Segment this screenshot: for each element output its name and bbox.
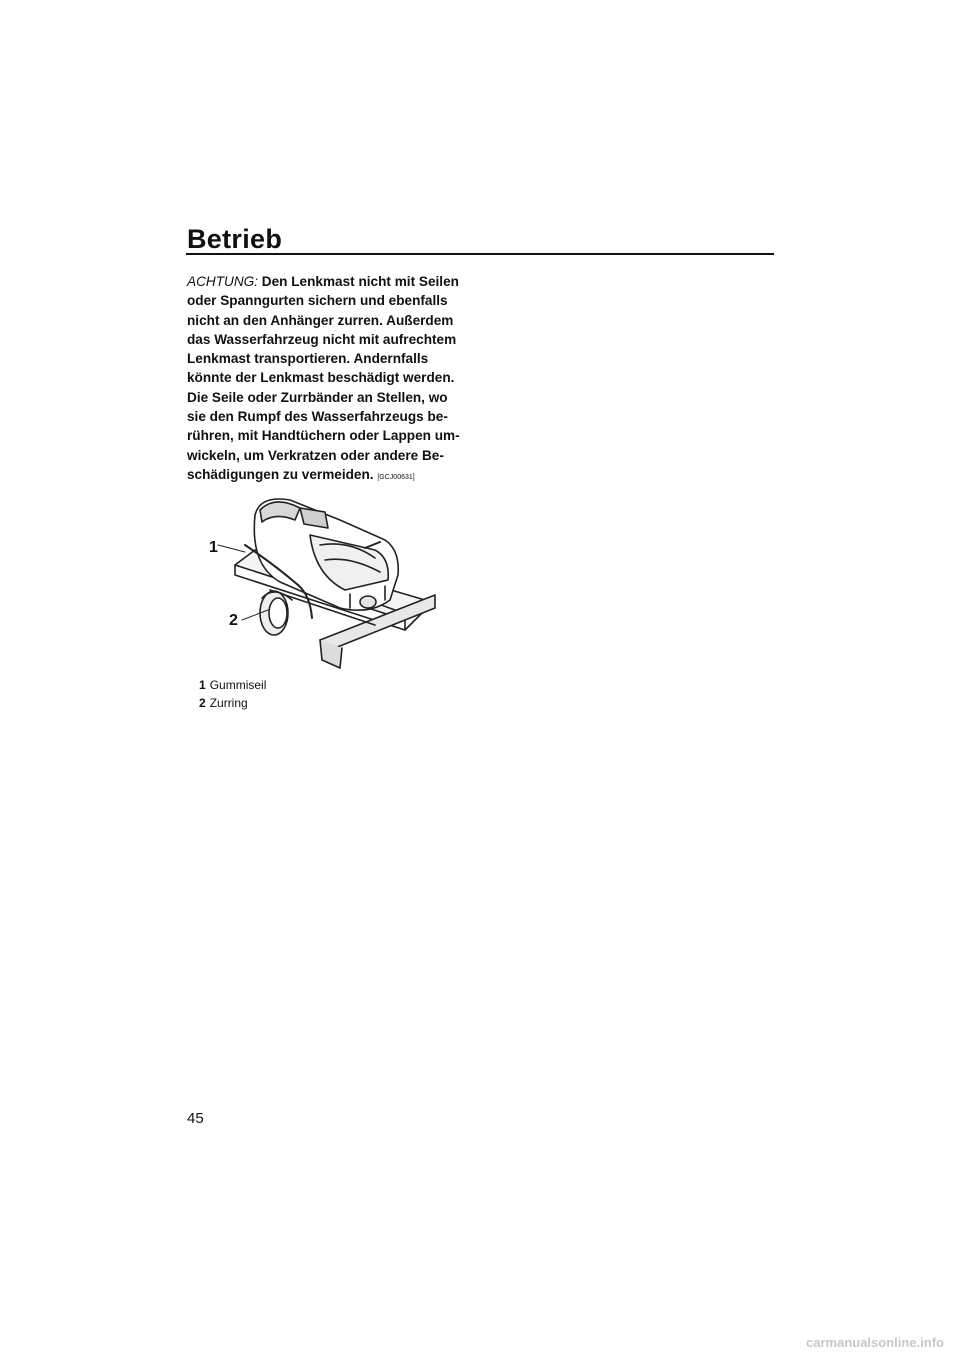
watermark: carmanualsonline.info (806, 1335, 944, 1350)
caution-line: nicht an den Anhänger zurren. Außerdem (187, 312, 454, 328)
legend-number: 1 (199, 678, 206, 692)
caution-line: oder Spanngurten sichern und ebenfalls (187, 293, 448, 309)
figure-legend (199, 676, 266, 712)
callout-2: 2 (229, 612, 238, 629)
legend-item (199, 694, 266, 712)
legend-number: 2 (199, 696, 206, 710)
reference-code: [GCJ00631] (377, 473, 415, 481)
caution-line: rühren, mit Handtüchern oder Lappen um- (187, 428, 460, 444)
caution-line: Lenkmast transportieren. Andernfalls (187, 351, 429, 367)
legend-label: Zurring (209, 696, 248, 710)
legend-item (199, 676, 266, 694)
legend-label: Gummiseil (209, 678, 267, 692)
header-rule (186, 253, 774, 255)
watercraft-trailer-illustration (200, 490, 450, 675)
caution-notice (187, 272, 487, 487)
caution-line: Den Lenkmast nicht mit Seilen (261, 274, 459, 289)
caution-line: schädigungen zu vermeiden. (187, 466, 374, 482)
page-title: Betrieb (187, 224, 283, 254)
caution-line: wickeln, um Verkratzen oder andere Be- (187, 447, 444, 463)
caution-lead: ACHTUNG: (187, 274, 258, 289)
caution-line: sie den Rumpf des Wasserfahrzeugs be- (187, 409, 448, 425)
caution-line: das Wasserfahrzeug nicht mit aufrechtem (187, 331, 457, 347)
callout-1: 1 (209, 539, 218, 556)
trailer-drawing (200, 490, 450, 675)
caution-line: Die Seile oder Zurrbänder an Stellen, wo (187, 389, 448, 405)
caution-line: könnte der Lenkmast beschädigt werden. (187, 370, 455, 386)
page-number: 45 (187, 1110, 204, 1127)
